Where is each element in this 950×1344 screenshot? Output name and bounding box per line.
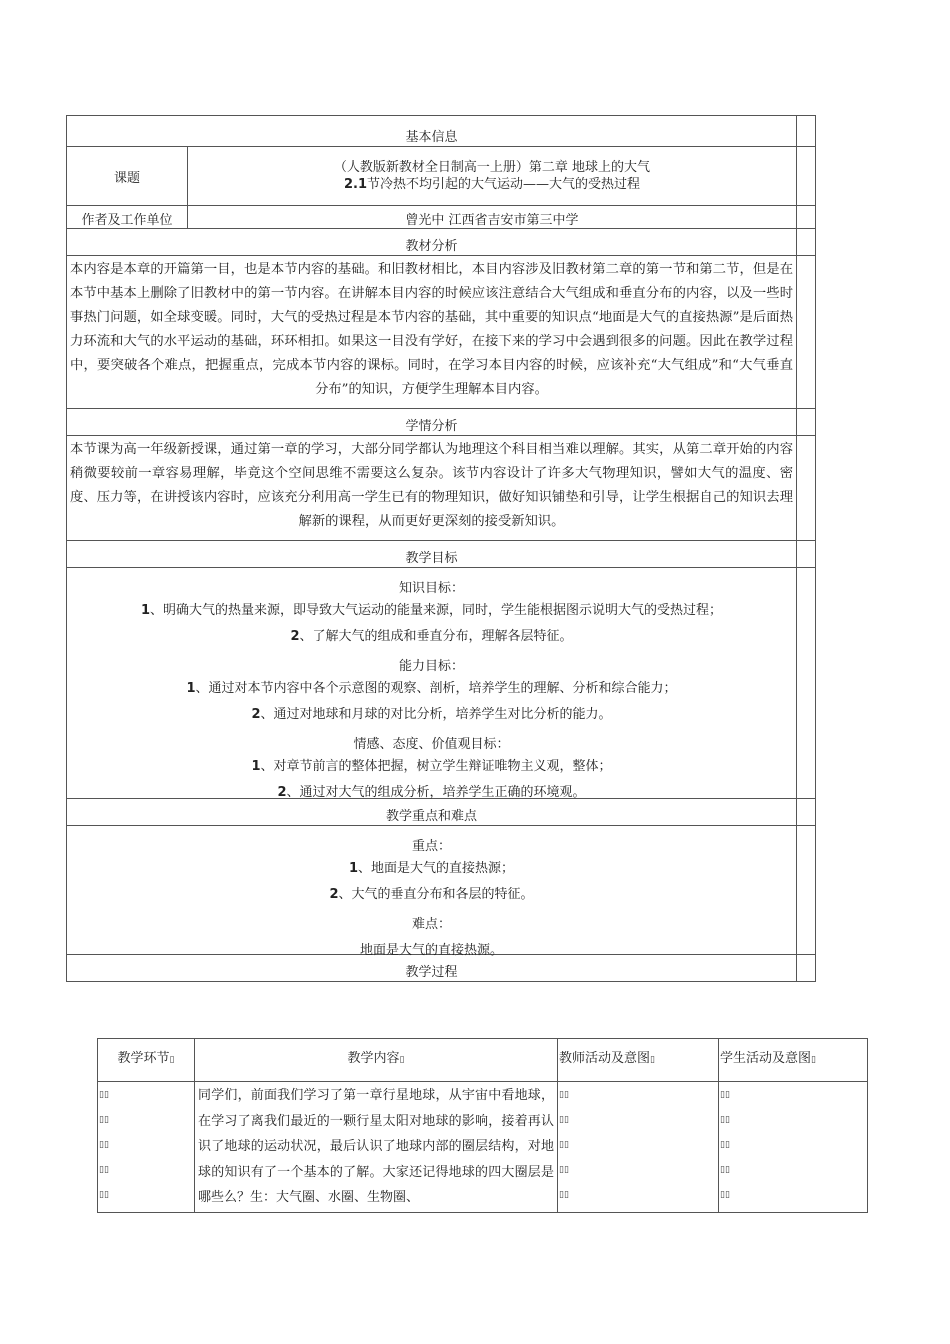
missing-glyph-icon: ▯ — [399, 1055, 405, 1065]
missing-glyph-icon: ▯ — [811, 1055, 816, 1065]
column-header — [98, 1039, 195, 1082]
ability-item — [67, 678, 796, 700]
topic-label: 课题 — [67, 147, 188, 205]
item-text: 、对章节前言的整体把握，树立学生辩证唯物主义观，整体； — [260, 759, 612, 774]
material-analysis-header: 教材分析 — [67, 229, 797, 255]
placeholder-glyphs: ▯▯ — [559, 1140, 569, 1150]
placeholder-glyphs: ▯▯ — [720, 1165, 730, 1175]
item-text: 、大气的垂直分布和各层的特征。 — [338, 887, 534, 902]
placeholder-glyphs: ▯▯ — [720, 1140, 730, 1150]
placeholder-glyphs: ▯▯ — [720, 1090, 730, 1100]
process-header: 教学过程 — [67, 955, 797, 981]
content-text: 同学们，前面我们学习了第一章行星地球，从宇宙中看地球，在学习了离我们最近的一颗行星太阳对地球的影响，接着再认识了地球的运动状况，最后认识了地球内部的圈层结构，对地球的知识有了一个基本的了解。大家还记得地球的四大圈层是哪些么？生：大气圈、水圈、生物圈、 — [198, 1088, 554, 1205]
difficult-item: 地面是大气的直接热源。 — [359, 943, 503, 958]
placeholder-glyphs: ▯▯ — [99, 1115, 109, 1125]
missing-glyph-icon: ▯ — [650, 1055, 655, 1065]
item-number: 2 — [329, 887, 339, 902]
topic-line2 — [188, 176, 796, 193]
placeholder-glyphs: ▯▯ — [559, 1115, 569, 1125]
knowledge-title: 知识目标： — [398, 581, 464, 596]
column-header — [558, 1039, 719, 1082]
topic-value — [188, 147, 797, 205]
key-item — [67, 884, 796, 906]
author-label: 作者及工作单位 — [67, 206, 188, 228]
topic-number: 2.1 — [343, 177, 367, 192]
placeholder-glyphs: ▯▯ — [99, 1090, 109, 1100]
objectives-body — [67, 568, 797, 798]
emotion-item — [67, 756, 796, 778]
placeholder-glyphs: ▯▯ — [559, 1090, 569, 1100]
key-points-body — [67, 826, 797, 958]
teacher-cell — [558, 1082, 719, 1213]
key-points-header: 教学重点和难点 — [67, 799, 797, 825]
stage-cell — [98, 1082, 195, 1213]
student-cell — [719, 1082, 868, 1213]
student-analysis-header: 学情分析 — [67, 409, 797, 435]
topic-line1: （人教版新教材全日制高一上册）第二章 地球上的大气 — [333, 160, 651, 175]
topic-line2-text: 节冷热不均引起的大气运动——大气的受热过程 — [367, 177, 641, 192]
content-cell — [195, 1082, 558, 1213]
column-label: 学生活动及意图 — [720, 1051, 812, 1066]
emotion-title: 情感、态度、价值观目标： — [353, 737, 510, 752]
placeholder-glyphs: ▯▯ — [559, 1190, 569, 1200]
material-analysis-row — [66, 255, 816, 408]
material-analysis-text: 本内容是本章的开篇第一目，也是本节内容的基础。和旧教材相比，本目内容涉及旧教材第二章的第一节和第二节，但是在本节中基本上删除了旧教材中的第一节内容。在讲解本目内容的时候应该注意结合大气组成和垂直分布的内容，以及一些时事热门问题，如全球变暖。同时，大气的受热过程是本节内容的基础，其中重要的知识点“地面是大气的直接热源”是后面热力环流和大气的水平运动的基础，环环相扣。如果这一目没有学好，在接下来的学习中会遇到很多的问题。因此在教学过程中，要突破各个难点，把握重点，完成本节内容的课标。同时，在学习本目内容的时候，应该补充“大气组成”和“大气垂直分布”的知识，方便学生理解本目内容。 — [67, 256, 797, 408]
item-number: 1 — [348, 861, 359, 876]
item-text: 、了解大气的组成和垂直分布，理解各层特征。 — [299, 629, 573, 644]
column-label: 教师活动及意图 — [559, 1051, 651, 1066]
knowledge-item — [67, 626, 796, 648]
objectives-row — [66, 567, 816, 798]
placeholder-glyphs: ▯▯ — [99, 1140, 109, 1150]
column-header — [195, 1039, 558, 1082]
objectives-header: 教学目标 — [67, 541, 797, 567]
topic-row — [66, 146, 816, 205]
student-analysis-row — [66, 435, 816, 540]
placeholder-glyphs: ▯▯ — [720, 1190, 730, 1200]
item-number: 1 — [251, 759, 261, 774]
item-text: 、明确大气的热量来源，即导致大气运动的能量来源，同时，学生能根据图示说明大气的受热过程； — [150, 603, 723, 618]
knowledge-item — [67, 600, 796, 622]
table-row — [98, 1082, 868, 1213]
placeholder-glyphs: ▯▯ — [720, 1115, 730, 1125]
key-item — [67, 858, 796, 880]
difficult-title: 难点： — [411, 917, 451, 932]
key-points-row — [66, 825, 816, 958]
objectives-header-row — [66, 540, 816, 567]
placeholder-glyphs: ▯▯ — [99, 1190, 109, 1200]
author-row — [66, 205, 816, 228]
item-number: 1 — [140, 603, 151, 618]
item-number: 2 — [251, 707, 261, 722]
process-table — [97, 1038, 868, 1213]
student-analysis-header-row — [66, 408, 816, 435]
item-text: 、通过对本节内容中各个示意图的观察、剖析，培养学生的理解、分析和综合能力； — [195, 681, 677, 696]
lesson-plan-table — [66, 115, 816, 982]
column-label: 教学环节 — [117, 1051, 170, 1066]
column-label: 教学内容 — [347, 1051, 400, 1066]
item-text: 、通过对地球和月球的对比分析，培养学生对比分析的能力。 — [260, 707, 612, 722]
item-text: 、通过对大气的组成分析，培养学生正确的环境观。 — [286, 785, 586, 800]
missing-glyph-icon: ▯ — [169, 1055, 175, 1065]
material-analysis-header-row — [66, 228, 816, 255]
process-table-header — [98, 1039, 868, 1082]
item-number: 1 — [186, 681, 196, 696]
key-title: 重点： — [411, 839, 451, 854]
key-points-header-row — [66, 798, 816, 825]
student-analysis-text: 本节课为高一年级新授课，通过第一章的学习，大部分同学都认为地理这个科目相当难以理解。其实，从第二章开始的内容稍微要较前一章容易理解，毕竟这个空间思维不需要这么复杂。该节内容设计了许多大气物理知识，譬如大气的温度、密度、压力等，在讲授该内容时，应该充分利用高一学生已有的物理知识，做好知识铺垫和引导，让学生根据自己的知识去理解新的课程，从而更好更深刻的接受新知识。 — [67, 436, 797, 540]
item-number: 2 — [277, 785, 287, 800]
basic-info-header: 基本信息 — [67, 116, 797, 146]
ability-item — [67, 704, 796, 726]
placeholder-glyphs: ▯▯ — [99, 1165, 109, 1175]
author-value: 曾光中 江西省吉安市第三中学 — [188, 206, 797, 228]
item-number: 2 — [290, 629, 300, 644]
item-text: 、地面是大气的直接热源； — [358, 861, 515, 876]
placeholder-glyphs: ▯▯ — [559, 1165, 569, 1175]
basic-info-header-row — [66, 115, 816, 146]
ability-title: 能力目标： — [398, 659, 464, 674]
column-header — [719, 1039, 868, 1082]
process-header-row — [66, 954, 816, 982]
